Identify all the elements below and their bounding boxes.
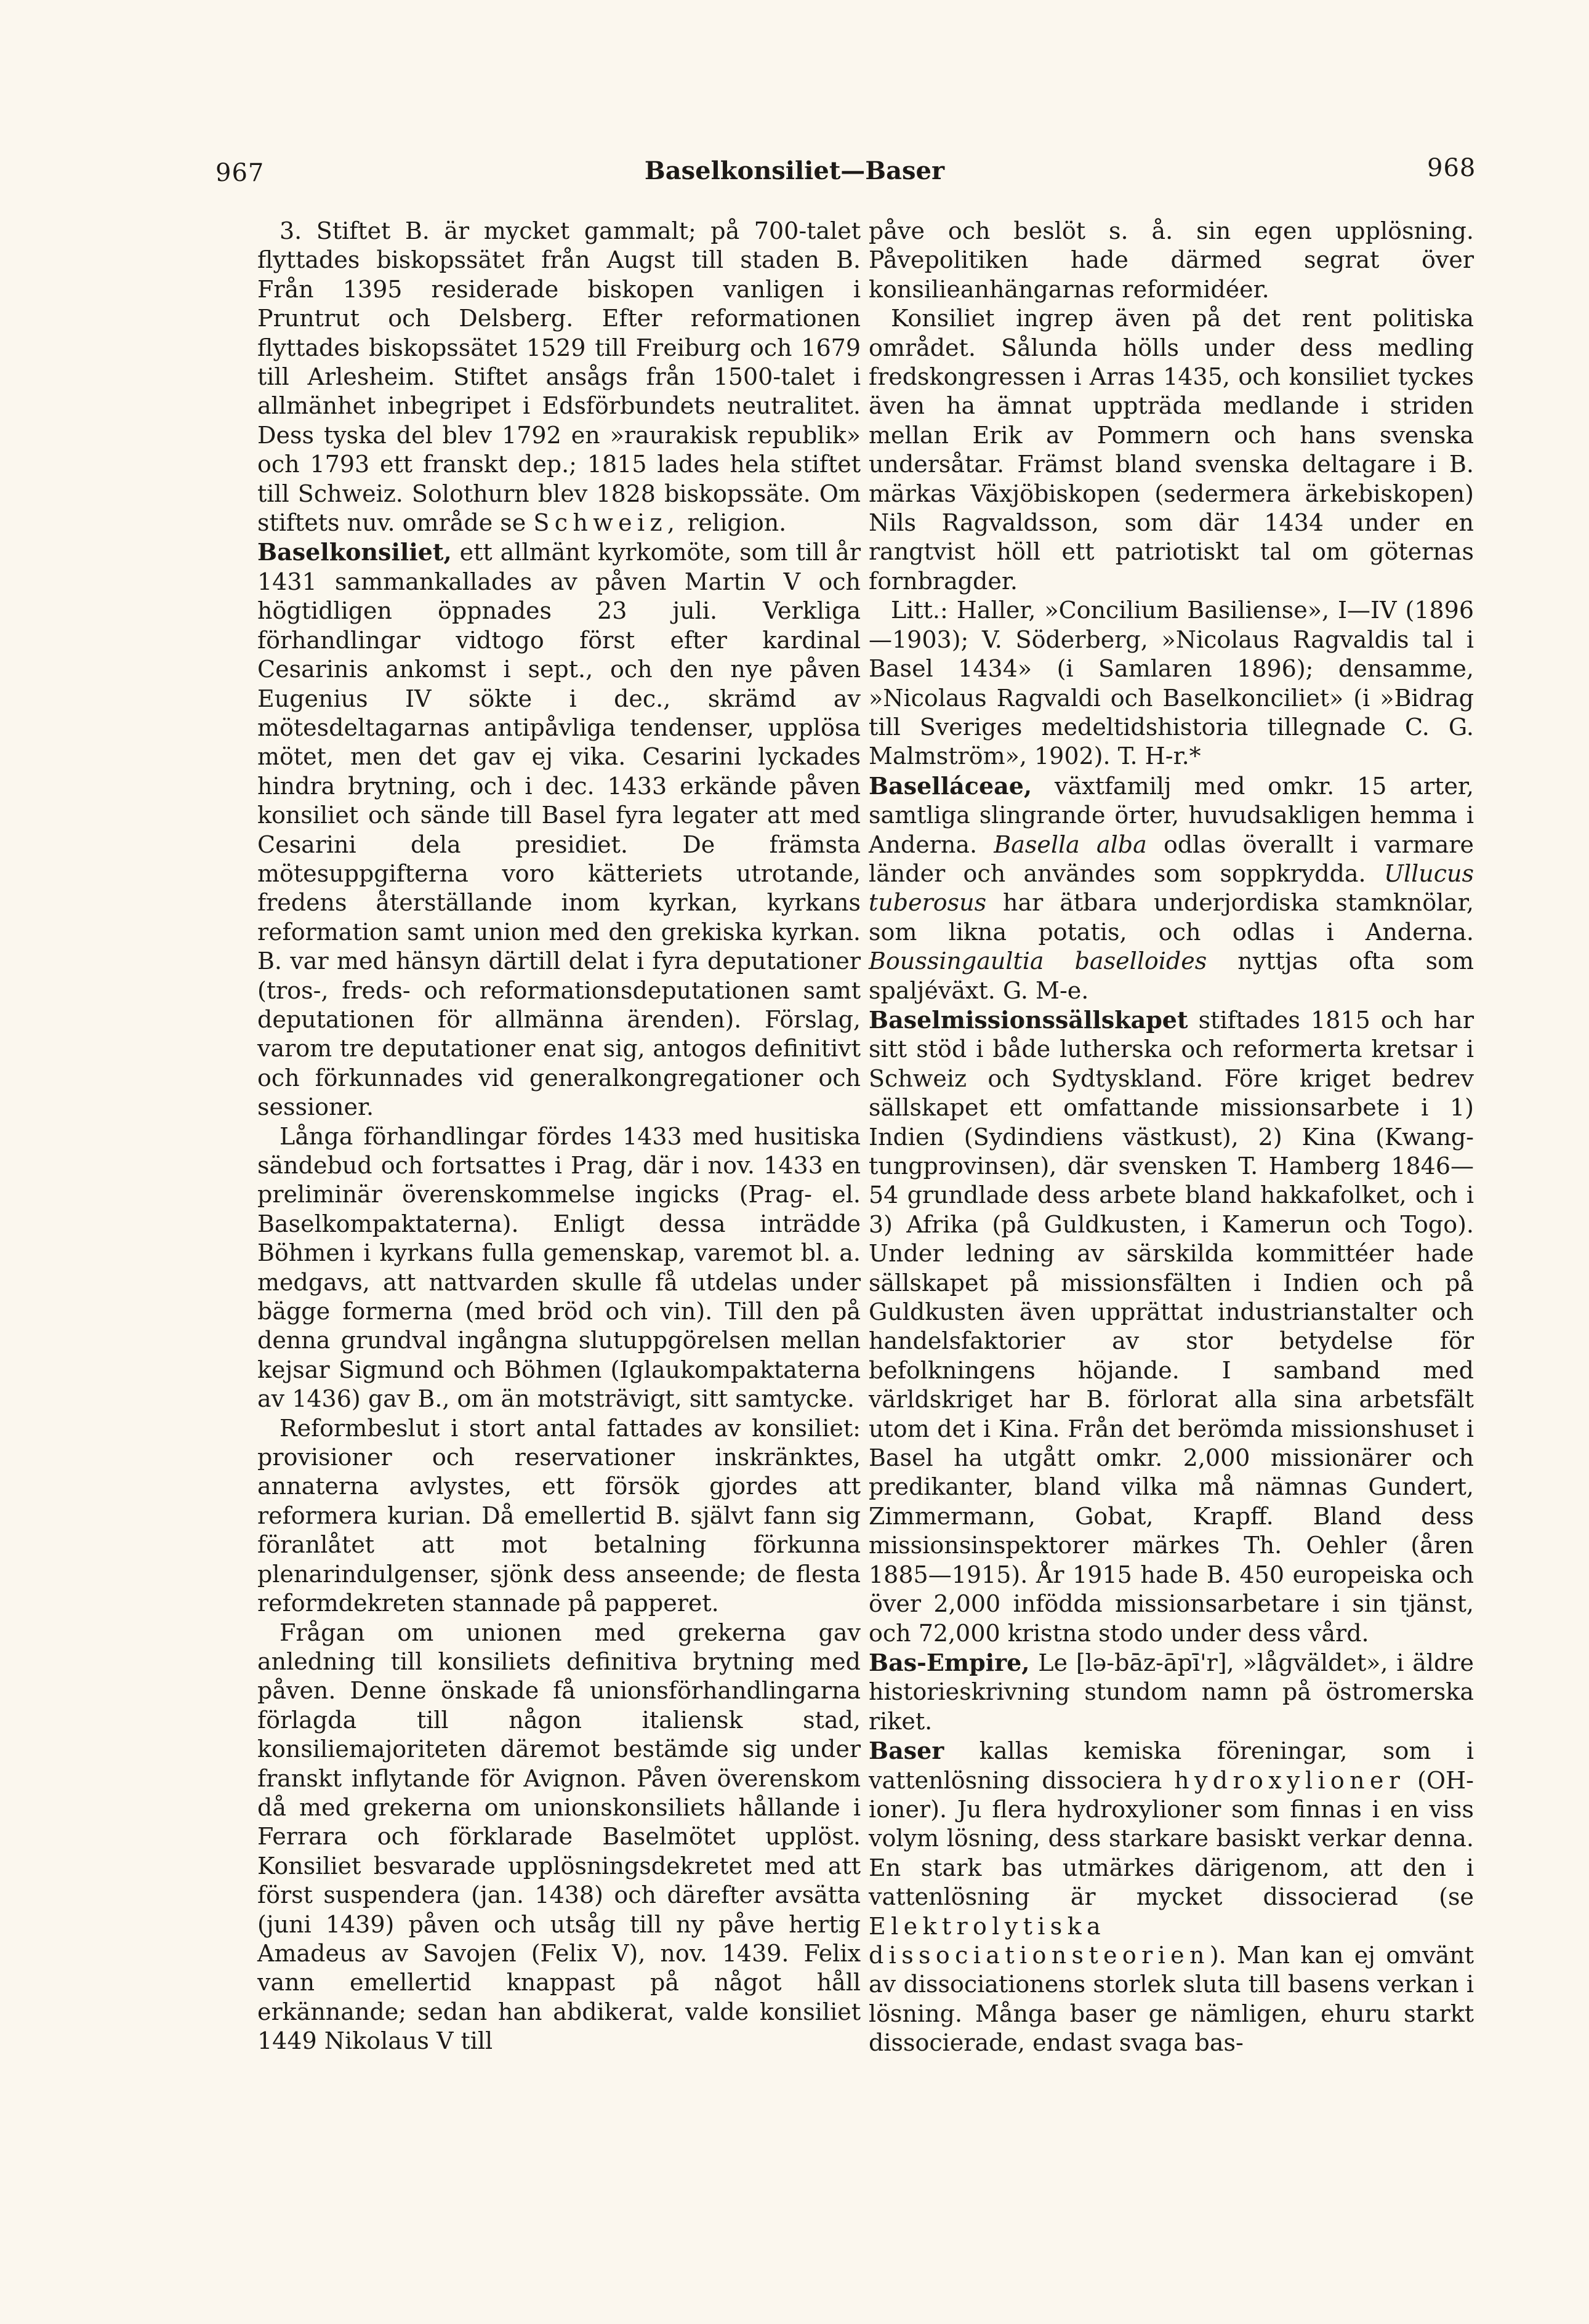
paragraph-text: har ätbara underjordiska stamknölar, som likna potatis, och odlas i Anderna. [869, 889, 1474, 946]
entry-headword: Baselláceae, [869, 771, 1032, 800]
paragraph-reformbeslut: Reformbeslut i stort antal fattades av konsiliet: provisioner och reservationer inskränktes, annaterna avlystes, ett försök gjordes att reformera kurian. Då emellertid B. självt fann sig föranlåtet att mot betalning förkunna plenarindulgenser, sjönk dess anseende; de flesta reformdekreten stannade på papperet. [257, 1414, 861, 1617]
right-column [869, 217, 1474, 2058]
paragraph-unionen: Frågan om unionen med grekerna gav anledning till konsiliets definitiva brytning med påven. Denne önskade få unionsförhandlingarna förlagda till någon italiensk stad, konsiliemajoriteten däremot bestämde sig under franskt inflytande för Avignon. Påven överenskom då med grekerna om unionskonsiliets hållande i Ferrara och förklarade Baselmötet upplöst. Konsiliet besvarade upplösningsdekretet med att först suspendera (jan. 1438) och därefter avsätta (juni 1439) påven och utsåg till ny påve hertig Amadeus av Savojen (Felix V), nov. 1439. Felix vann emellertid knappast på något håll erkännande; sedan han abdikerat, valde konsiliet 1449 Nikolaus V till [257, 1618, 861, 2055]
paragraph-text: ). Man kan ej omvänt av dissociationens storlek sluta till basens verkan i lösning. Många baser ge nämligen, ehuru starkt dissocierade, endast svaga bas- [869, 1941, 1474, 2057]
entry-baselkonsiliet [257, 537, 861, 1122]
paragraph-stiftet [257, 217, 861, 537]
paragraph-politiska: Konsiliet ingrep även på det rent politiska området. Sålunda hölls under dess medling fredskongressen i Arras 1435, och konsiliet tyckes även ha ämnat uppträda medlande i striden mellan Erik av Pommern och hans svenska undersåtar. Främst bland svenska deltagare i B. märkas Växjöbiskopen (sedermera ärkebiskopen) Nils Ragvaldsson, som där 1434 under en rangtvist höll ett patriotiskt tal om göternas fornbragder. [869, 305, 1474, 595]
cross-reference: Schweiz, [533, 509, 680, 537]
entry-baser [869, 1736, 1474, 2057]
entry-headword: Baselmissionssällskapet [869, 1005, 1188, 1034]
paragraph-continuation: påve och beslöt s. å. sin egen upplösning. Påvepolitiken hade därmed segrat över konsilieanhängarnas reformidéer. [869, 217, 1474, 303]
paragraph-text: 3. Stiftet B. är mycket gammalt; på 700-talet flyttades biskopssätet från Augst till staden B. Från 1395 residerade biskopen vanligen i Pruntrut och Delsberg. Efter reformationen flyttades biskopssätet 1529 till Freiburg och 1679 till Arlesheim. Stiftet ansågs från 1500-talet i allmänhet inbegripet i Edsförbundets neutralitet. Dess tyska del blev 1792 en »raurakisk republik» och 1793 ett franskt dep.; 1815 lades hela stiftet till Schweiz. Solothurn blev 1828 biskopssäte. Om stiftets nuv. område se [257, 217, 861, 537]
running-head: Baselkonsiliet—Baser [644, 156, 945, 185]
entry-baselmissionssallskapet [869, 1005, 1474, 1648]
paragraph-text: Le [lə-bāz-āpī'r], »lågväldet», i äldre historieskrivning stundom namn på östromerska riket. [869, 1649, 1474, 1735]
entry-basellaceae [869, 771, 1474, 1005]
page-number-right: 968 [1427, 154, 1476, 182]
paragraph-husiter: Långa förhandlingar fördes 1433 med husitiska sändebud och fortsattes i Prag, där i nov. 1433 en preliminär överenskommelse ingicks (Prag- el. Baselkompaktaterna). Enligt dessa inträdde Böhmen i kyrkans fulla gemenskap, varemot bl. a. medgavs, att nattvarden skulle få utdelas under bägge formerna (med bröd och vin). Till den på denna grundval ingångna slutuppgörelsen mellan kejsar Sigmund och Böhmen (Iglaukompaktaterna av 1436) gav B., om än motsträvigt, sitt samtycke. [257, 1122, 861, 1413]
cross-reference: Elektrolytiska dissociationsteorien [869, 1912, 1210, 1969]
paragraph-text: religion. [680, 509, 787, 537]
entry-headword: Baser [869, 1737, 944, 1765]
left-column [257, 217, 861, 2056]
entry-headword: Bas-Empire, [869, 1648, 1030, 1676]
paragraph-text: kallas kemiska föreningar, som i vattenlösning dissociera [869, 1737, 1474, 1794]
paragraph-text: (OH-ioner). Ju flera hydroxylioner som finnas i en viss volym lösning, dess starkare basiskt verkar denna. En stark bas utmärkes därigenom, att den i vattenlösning är mycket dissocierad (se [869, 1766, 1474, 1911]
species-name: Basella alba [994, 830, 1147, 858]
paragraph-text: växtfamilj med omkr. 15 arter, samtliga slingrande örter, huvudsakligen hemma i Anderna. [869, 772, 1474, 858]
species-name: Boussingaultia baselloides [869, 947, 1207, 975]
paragraph-text: nyttjas ofta som spaljéväxt. G. M-e. [869, 947, 1474, 1004]
paragraph-litteratur: Litt.: Haller, »Concilium Basiliense», I—IV (1896—1903); V. Söderberg, »Nicolaus Ragvaldis tal i Basel 1434» (i Samlaren 1896); densamme, »Nicolaus Ragvaldi och Baselkonciliet» (i »Bidrag till Sveriges medeltidshistoria tillegnade C. G. Malmström», 1902). T. H-r.* [869, 597, 1474, 770]
entry-headword: Baselkonsiliet, [257, 538, 452, 566]
page-number-left: 967 [215, 159, 265, 187]
paragraph-text: odlas överallt i varmare länder och användes som soppkrydda. [869, 830, 1474, 887]
paragraph-text: stiftades 1815 och har sitt stöd i både lutherska och reformerta kretsar i Schweiz och Sydtyskland. Före kriget bedrev sällskapet ett omfattande missionsarbete i 1) Indien (Sydindiens västkust), 2) Kina (Kwang-tungprovinsen), där svensken T. Hamberg 1846—54 grundlade dess arbete bland hakkafolket, och i 3) Afrika (på Guldkusten, i Kamerun och Togo). Under ledning av särskilda kommittéer hade sällskapet på missionsfälten i Indien och på Guldkusten även upprättat industrianstalter och handelsfaktorier av stor betydelse för befolkningens höjande. I samband med världskriget har B. förlorat alla sina arbetsfält utom det i Kina. Från det berömda missionshuset i Basel ha utgått omkr. 2,000 missionärer och predikanter, bland vilka må nämnas Gundert, Zimmermann, Gobat, Krapff. Bland dess missionsinspektorer märkes Th. Oehler (åren 1885—1915). År 1915 hade B. 450 europeiska och över 2,000 infödda missionsarbetare i sin tjänst, och 72,000 kristna stodo under dess vård. [869, 1006, 1474, 1647]
species-name: Ullucus tuberosus [869, 859, 1474, 917]
paragraph-text: ett allmänt kyrkomöte, som till år 1431 sammankallades av påven Martin V och högtidligen öppnades 23 juli. Verkliga förhandlingar vidtogo först efter kardinal Cesarinis ankomst i sept., och den nye påven Eugenius IV sökte i dec., skrämd av mötesdeltagarnas antipåvliga tendenser, upplösa mötet, men det gav ej vika. Cesarini lyckades hindra brytning, och i dec. 1433 erkände påven konsiliet och sände till Basel fyra legater att med Cesarini dela presidiet. De främsta mötesuppgifterna voro kätteriets utrotande, fredens återställande inom kyrkan, kyrkans reformation samt union med den grekiska kyrkan. B. var med hänsyn därtill delat i fyra deputationer (tros-, freds- och reformationsdeputationen samt deputationen för allmänna ärenden). Förslag, varom tre deputationer enat sig, antogos definitivt och förkunnades vid generalkongregationer och sessioner. [257, 539, 861, 1121]
entry-bas-empire [869, 1648, 1474, 1736]
spaced-term: hydroxylioner [1174, 1766, 1406, 1794]
